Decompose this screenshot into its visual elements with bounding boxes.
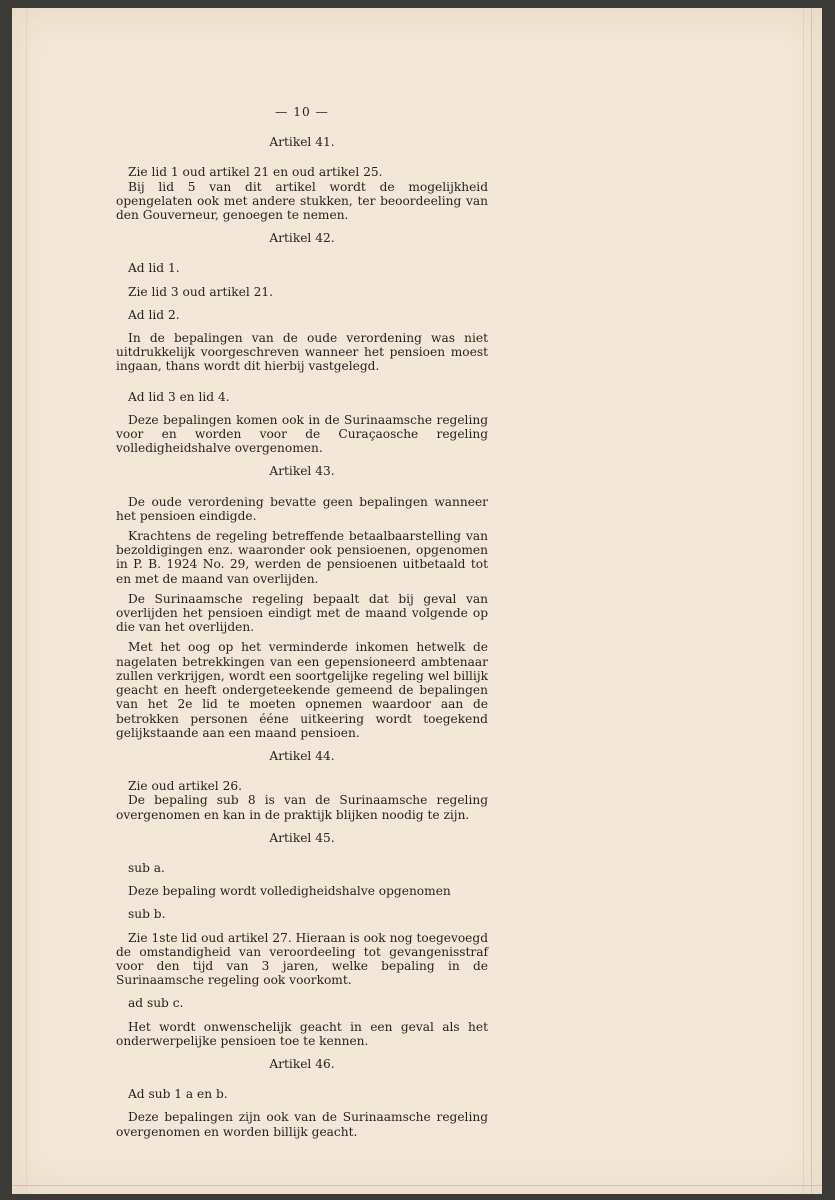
paragraph: Zie oud artikel 26. [128,779,242,794]
article-41 [116,135,488,222]
paragraph: De Surinaamsche regeling bepaalt dat bij geval van overlijden het pensioen eindigt met de maand volgende op die van het overlijden. [116,591,488,635]
article-heading: Artikel 43. [269,464,335,479]
paragraph: De oude verordening bevatte geen bepalingen wanneer het pensioen eindigde. [116,494,488,523]
article-45 [116,831,488,1048]
article-43 [116,464,488,739]
paragraph: Deze bepalingen zijn ook van de Surinaamsche regeling overgenomen en worden billijk geacht. [116,1110,488,1139]
document-body [116,105,488,1139]
paragraph: Het wordt onwenschelijk geacht in een geval als het onderwerpelijke pensioen toe te kennen. [116,1019,488,1048]
document-page [12,8,822,1194]
article-heading: Artikel 42. [269,231,335,246]
page-edge [26,8,27,1194]
article-heading: Artikel 41. [269,135,335,150]
paragraph: Ad lid 1. [128,261,180,276]
page-edge [12,1185,822,1186]
article-heading: Artikel 45. [269,830,335,845]
article-46 [116,1057,488,1139]
paragraph: Deze bepaling wordt volledigheidshalve opgenomen [128,884,451,899]
paragraph: sub a. [128,860,165,875]
article-42 [116,231,488,455]
page-edge [803,8,804,1194]
paragraph: ad sub c. [128,996,184,1011]
article-44 [116,749,488,822]
paragraph: Deze bepalingen komen ook in de Surinaamsche regeling voor en worden voor de Curaçaosche regeling volledigheidshalve overgenomen. [116,412,488,456]
paragraph: Met het oog op het verminderde inkomen hetwelk de nagelaten betrekkingen van een gepensioneerd ambtenaar zullen verkrijgen, wordt een soortgelijke regeling wel billijk geacht en heeft ondergeteekende gemeend de bepalingen van het 2e lid te moeten opnemen waardoor aan de betrokken personen ééne uitkeering wordt toegekend gelijkstaande aan een maand pensioen. [116,640,488,740]
page-edge [811,8,812,1194]
paragraph: Zie 1ste lid oud artikel 27. Hieraan is ook nog toegevoegd de omstandigheid van veroordeeling tot gevangenisstraf voor den tijd van 3 jaren, welke bepaling in de Surinaamsche regeling ook voorkomt. [116,930,488,988]
paragraph: Ad sub 1 a en b. [128,1087,228,1102]
paragraph: Ad lid 2. [128,307,180,322]
paragraph: In de bepalingen van de oude verordening was niet uitdrukkelijk voorgeschreven wanneer het pensioen moest ingaan, thans wordt dit hierbij vastgelegd. [116,331,488,374]
article-heading: Artikel 46. [269,1056,335,1071]
paragraph: De bepaling sub 8 is van de Surinaamsche regeling overgenomen en kan in de praktijk blijken noodig te zijn. [116,793,488,822]
article-heading: Artikel 44. [269,748,335,763]
paragraph: Krachtens de regeling betreffende betaalbaarstelling van bezoldigingen enz. waaronder ook pensioenen, opgenomen in P. B. 1924 No. 29, werden de pensioenen uitbetaald tot en met de maand van overlijden. [116,529,488,586]
page-number: — 10 — [275,105,329,119]
paragraph: Ad lid 3 en lid 4. [128,389,230,404]
paragraph: sub b. [128,907,166,922]
paragraph: Zie lid 1 oud artikel 21 en oud artikel 25. [128,165,383,180]
paragraph: Zie lid 3 oud artikel 21. [128,284,274,299]
paragraph: Bij lid 5 van dit artikel wordt de mogelijkheid opengelaten ook met andere stukken, ter beoordeeling van den Gouverneur, genoegen te nemen. [116,179,488,223]
